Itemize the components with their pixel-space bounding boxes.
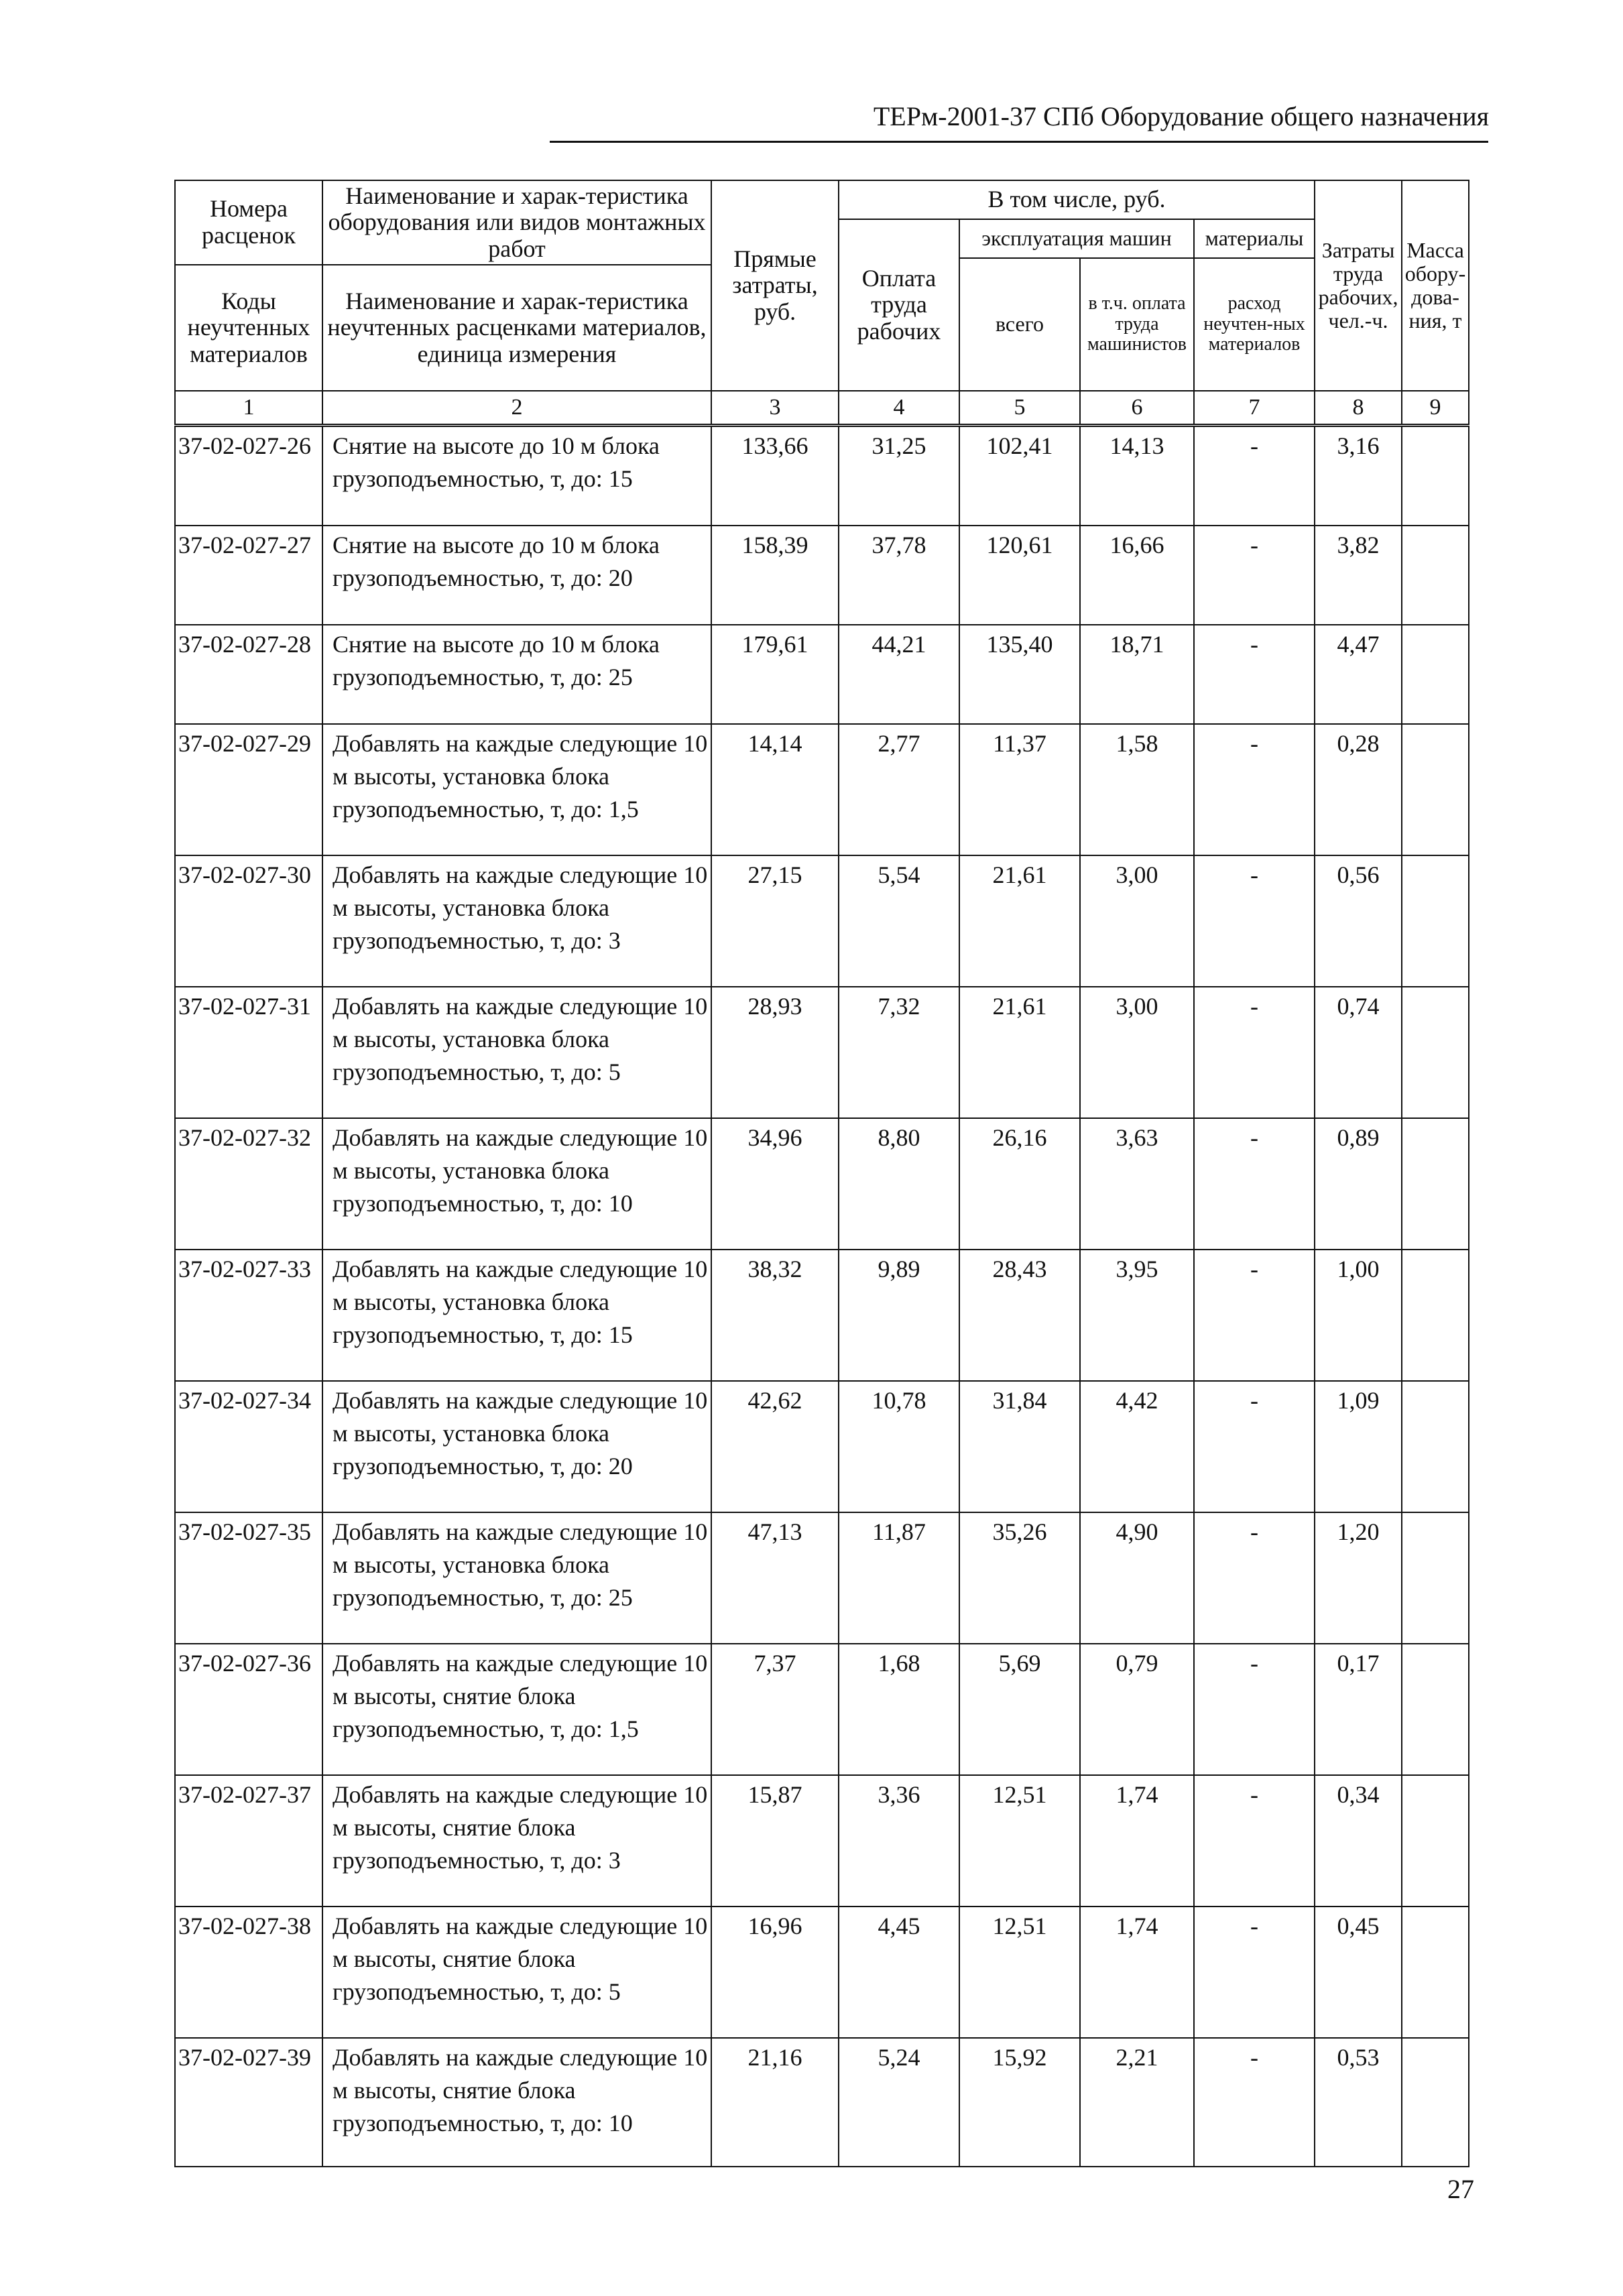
row-mass <box>1402 1250 1469 1381</box>
row-direct-cost: 27,15 <box>711 855 839 987</box>
table-row <box>175 625 1469 724</box>
table-row <box>175 855 1469 987</box>
header-number: 6 <box>1080 391 1194 424</box>
row-materials: - <box>1194 1907 1315 2038</box>
row-machinists-cost: 1,74 <box>1080 1775 1194 1907</box>
table-row <box>175 1775 1469 1907</box>
table-row <box>175 526 1469 625</box>
row-labor-hours: 0,28 <box>1315 724 1402 855</box>
row-direct-cost: 158,39 <box>711 526 839 625</box>
row-direct-cost: 28,93 <box>711 987 839 1118</box>
row-labor-cost: 31,25 <box>839 426 959 526</box>
row-direct-cost: 15,87 <box>711 1775 839 1907</box>
row-code: 37-02-027-35 <box>175 1512 322 1644</box>
header-col1-top: Номера расценок <box>175 180 322 265</box>
row-machinists-cost: 18,71 <box>1080 625 1194 724</box>
page-header-title: ТЕРм-2001-37 СПб Оборудование общего назначения <box>873 101 1489 131</box>
page-number: 27 <box>1447 2174 1474 2204</box>
table-row <box>175 1644 1469 1775</box>
row-labor-hours: 0,45 <box>1315 1907 1402 2038</box>
header-col5: всего <box>959 258 1080 391</box>
row-labor-cost: 9,89 <box>839 1250 959 1381</box>
row-machines-total: 28,43 <box>959 1250 1080 1381</box>
row-mass <box>1402 2038 1469 2167</box>
row-labor-cost: 10,78 <box>839 1381 959 1512</box>
table-row <box>175 1250 1469 1381</box>
row-machines-total: 35,26 <box>959 1512 1080 1644</box>
row-code: 37-02-027-27 <box>175 526 322 625</box>
row-labor-hours: 0,34 <box>1315 1775 1402 1907</box>
row-code: 37-02-027-26 <box>175 426 322 526</box>
row-code: 37-02-027-37 <box>175 1775 322 1907</box>
header-col3: Прямые затраты, руб. <box>711 180 839 391</box>
row-code: 37-02-027-31 <box>175 987 322 1118</box>
row-direct-cost: 16,96 <box>711 1907 839 2038</box>
row-direct-cost: 179,61 <box>711 625 839 724</box>
row-materials: - <box>1194 1775 1315 1907</box>
row-machinists-cost: 3,00 <box>1080 855 1194 987</box>
row-materials: - <box>1194 724 1315 855</box>
row-direct-cost: 42,62 <box>711 1381 839 1512</box>
row-machines-total: 21,61 <box>959 855 1080 987</box>
row-labor-hours: 0,17 <box>1315 1644 1402 1775</box>
row-labor-cost: 11,87 <box>839 1512 959 1644</box>
row-name: Добавлять на каждые следующие 10 м высоты, установка блока грузоподъемностью, т, до: 3 <box>322 855 711 987</box>
row-name: Добавлять на каждые следующие 10 м высоты, установка блока грузоподъемностью, т, до: 15 <box>322 1250 711 1381</box>
row-labor-cost: 3,36 <box>839 1775 959 1907</box>
row-mass <box>1402 1907 1469 2038</box>
row-materials: - <box>1194 2038 1315 2167</box>
header-col1-bottom: Коды неучтенных материалов <box>175 265 322 391</box>
row-name: Добавлять на каждые следующие 10 м высоты, установка блока грузоподъемностью, т, до: 5 <box>322 987 711 1118</box>
header-number: 3 <box>711 391 839 424</box>
row-machinists-cost: 4,42 <box>1080 1381 1194 1512</box>
row-labor-hours: 0,74 <box>1315 987 1402 1118</box>
header-col7: расход неучтен-ных материалов <box>1194 258 1315 391</box>
row-labor-cost: 37,78 <box>839 526 959 625</box>
table-row <box>175 1381 1469 1512</box>
row-direct-cost: 7,37 <box>711 1644 839 1775</box>
row-name: Добавлять на каждые следующие 10 м высоты, снятие блока грузоподъемностью, т, до: 10 <box>322 2038 711 2167</box>
header-col9: Масса обору-дова-ния, т <box>1402 180 1469 391</box>
row-mass <box>1402 1118 1469 1250</box>
table-row <box>175 1512 1469 1644</box>
header-number: 5 <box>959 391 1080 424</box>
row-labor-hours: 1,09 <box>1315 1381 1402 1512</box>
row-materials: - <box>1194 1644 1315 1775</box>
row-code: 37-02-027-38 <box>175 1907 322 2038</box>
row-direct-cost: 133,66 <box>711 426 839 526</box>
row-labor-cost: 8,80 <box>839 1118 959 1250</box>
row-direct-cost: 14,14 <box>711 724 839 855</box>
header-col6: в т.ч. оплата труда машинистов <box>1080 258 1194 391</box>
row-machinists-cost: 3,95 <box>1080 1250 1194 1381</box>
row-labor-hours: 1,00 <box>1315 1250 1402 1381</box>
header-number: 9 <box>1402 391 1469 424</box>
row-code: 37-02-027-28 <box>175 625 322 724</box>
row-machinists-cost: 3,00 <box>1080 987 1194 1118</box>
row-machinists-cost: 1,74 <box>1080 1907 1194 2038</box>
table-row <box>175 2038 1469 2167</box>
row-machinists-cost: 0,79 <box>1080 1644 1194 1775</box>
header-materials: материалы <box>1194 219 1315 258</box>
row-direct-cost: 34,96 <box>711 1118 839 1250</box>
header-col2-bottom: Наименование и харак-теристика неучтенных расценками материалов, единица измерения <box>322 265 711 391</box>
row-mass <box>1402 625 1469 724</box>
row-materials: - <box>1194 1381 1315 1512</box>
header-number: 4 <box>839 391 959 424</box>
row-machines-total: 15,92 <box>959 2038 1080 2167</box>
row-labor-hours: 0,56 <box>1315 855 1402 987</box>
row-name: Добавлять на каждые следующие 10 м высоты, снятие блока грузоподъемностью, т, до: 1,5 <box>322 1644 711 1775</box>
header-group: В том числе, руб. <box>839 180 1315 219</box>
row-labor-cost: 4,45 <box>839 1907 959 2038</box>
row-labor-hours: 1,20 <box>1315 1512 1402 1644</box>
row-machines-total: 26,16 <box>959 1118 1080 1250</box>
row-materials: - <box>1194 1512 1315 1644</box>
table-header <box>174 180 1469 425</box>
header-col2-top: Наименование и харак-теристика оборудования или видов монтажных работ <box>322 180 711 265</box>
row-name: Добавлять на каждые следующие 10 м высоты, установка блока грузоподъемностью, т, до: 10 <box>322 1118 711 1250</box>
row-labor-cost: 2,77 <box>839 724 959 855</box>
row-machinists-cost: 16,66 <box>1080 526 1194 625</box>
row-code: 37-02-027-39 <box>175 2038 322 2167</box>
row-labor-hours: 3,16 <box>1315 426 1402 526</box>
row-code: 37-02-027-29 <box>175 724 322 855</box>
header-col8: Затраты труда рабочих, чел.-ч. <box>1315 180 1402 391</box>
row-mass <box>1402 526 1469 625</box>
row-name: Снятие на высоте до 10 м блока грузоподъемностью, т, до: 15 <box>322 426 711 526</box>
row-name: Добавлять на каждые следующие 10 м высоты, снятие блока грузоподъемностью, т, до: 3 <box>322 1775 711 1907</box>
row-name: Добавлять на каждые следующие 10 м высоты, установка блока грузоподъемностью, т, до: 1,5 <box>322 724 711 855</box>
header-number: 2 <box>322 391 711 424</box>
row-mass <box>1402 1381 1469 1512</box>
row-labor-cost: 7,32 <box>839 987 959 1118</box>
row-machines-total: 12,51 <box>959 1775 1080 1907</box>
row-labor-cost: 5,24 <box>839 2038 959 2167</box>
row-machinists-cost: 1,58 <box>1080 724 1194 855</box>
row-materials: - <box>1194 1250 1315 1381</box>
row-code: 37-02-027-33 <box>175 1250 322 1381</box>
row-name: Добавлять на каждые следующие 10 м высоты, установка блока грузоподъемностью, т, до: 25 <box>322 1512 711 1644</box>
header-machines: эксплуатация машин <box>959 219 1194 258</box>
row-materials: - <box>1194 987 1315 1118</box>
row-machines-total: 120,61 <box>959 526 1080 625</box>
table-row <box>175 1907 1469 2038</box>
header-rule <box>550 141 1488 143</box>
row-machines-total: 135,40 <box>959 625 1080 724</box>
table-row <box>175 987 1469 1118</box>
row-name: Снятие на высоте до 10 м блока грузоподъемностью, т, до: 20 <box>322 526 711 625</box>
row-materials: - <box>1194 625 1315 724</box>
row-name: Снятие на высоте до 10 м блока грузоподъемностью, т, до: 25 <box>322 625 711 724</box>
row-machines-total: 31,84 <box>959 1381 1080 1512</box>
row-labor-cost: 1,68 <box>839 1644 959 1775</box>
table-row <box>175 426 1469 526</box>
row-machinists-cost: 14,13 <box>1080 426 1194 526</box>
header-number: 1 <box>175 391 322 424</box>
table-row <box>175 1118 1469 1250</box>
row-machines-total: 102,41 <box>959 426 1080 526</box>
row-code: 37-02-027-36 <box>175 1644 322 1775</box>
row-mass <box>1402 724 1469 855</box>
row-labor-hours: 0,89 <box>1315 1118 1402 1250</box>
row-machines-total: 5,69 <box>959 1644 1080 1775</box>
row-code: 37-02-027-30 <box>175 855 322 987</box>
row-machines-total: 21,61 <box>959 987 1080 1118</box>
row-labor-hours: 0,53 <box>1315 2038 1402 2167</box>
row-machines-total: 12,51 <box>959 1907 1080 2038</box>
row-labor-cost: 44,21 <box>839 625 959 724</box>
row-materials: - <box>1194 426 1315 526</box>
row-labor-cost: 5,54 <box>839 855 959 987</box>
row-name: Добавлять на каждые следующие 10 м высоты, установка блока грузоподъемностью, т, до: 20 <box>322 1381 711 1512</box>
row-code: 37-02-027-32 <box>175 1118 322 1250</box>
header-number: 8 <box>1315 391 1402 424</box>
row-mass <box>1402 855 1469 987</box>
row-mass <box>1402 987 1469 1118</box>
row-materials: - <box>1194 526 1315 625</box>
row-materials: - <box>1194 1118 1315 1250</box>
row-machines-total: 11,37 <box>959 724 1080 855</box>
row-mass <box>1402 1775 1469 1907</box>
rates-table <box>174 426 1469 2167</box>
row-mass <box>1402 426 1469 526</box>
row-materials: - <box>1194 855 1315 987</box>
row-direct-cost: 21,16 <box>711 2038 839 2167</box>
row-mass <box>1402 1644 1469 1775</box>
row-machinists-cost: 4,90 <box>1080 1512 1194 1644</box>
row-direct-cost: 38,32 <box>711 1250 839 1381</box>
row-labor-hours: 3,82 <box>1315 526 1402 625</box>
table-row <box>175 724 1469 855</box>
header-number: 7 <box>1194 391 1315 424</box>
row-labor-hours: 4,47 <box>1315 625 1402 724</box>
row-code: 37-02-027-34 <box>175 1381 322 1512</box>
row-mass <box>1402 1512 1469 1644</box>
row-machinists-cost: 3,63 <box>1080 1118 1194 1250</box>
row-name: Добавлять на каждые следующие 10 м высоты, снятие блока грузоподъемностью, т, до: 5 <box>322 1907 711 2038</box>
row-direct-cost: 47,13 <box>711 1512 839 1644</box>
header-col4: Оплата труда рабочих <box>839 219 959 391</box>
row-machinists-cost: 2,21 <box>1080 2038 1194 2167</box>
